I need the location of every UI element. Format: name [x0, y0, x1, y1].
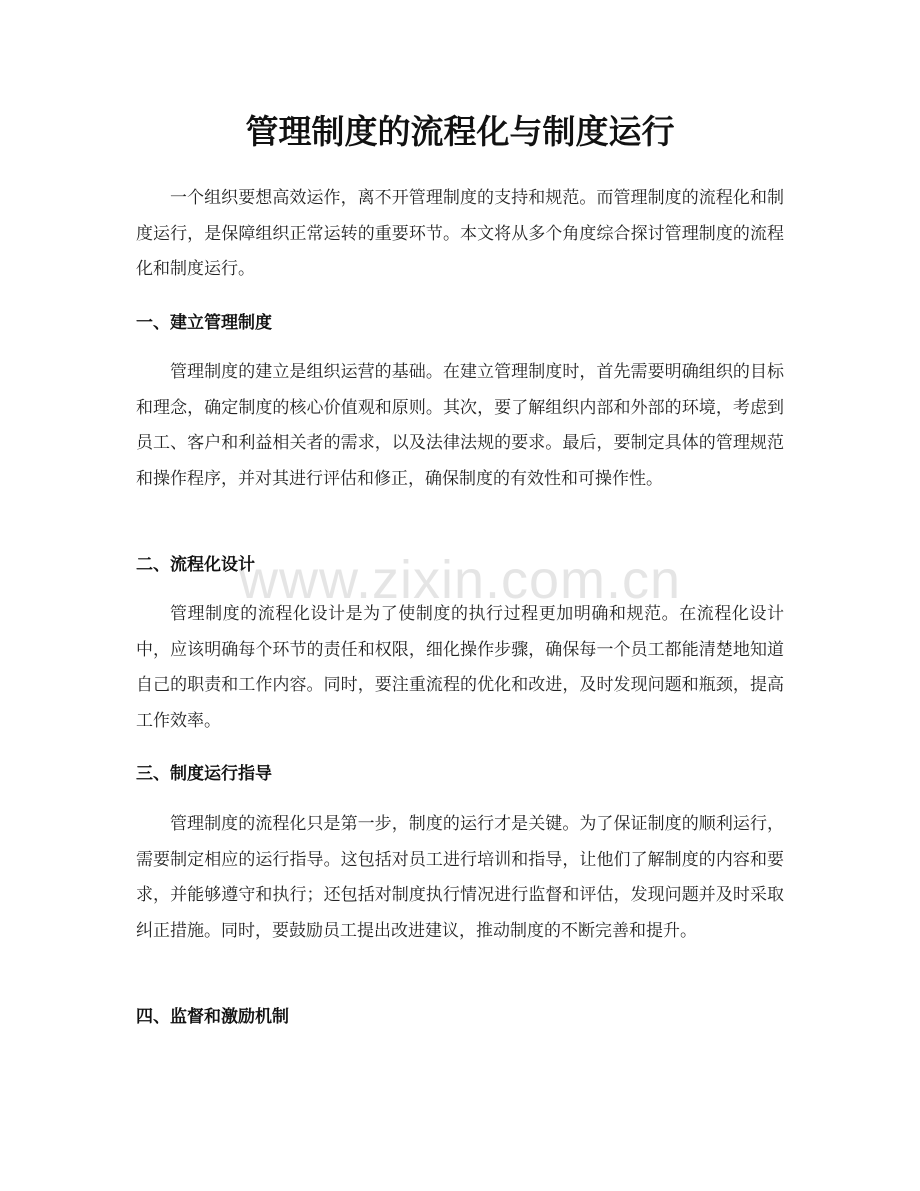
section-heading-1: 一、建立管理制度: [136, 313, 272, 333]
section-body-2: 管理制度的流程化设计是为了使制度的执行过程更加明确和规范。在流程化设计中，应该明确每个环节的责任和权限，细化操作步骤，确保每一个员工都能清楚地知道自己的职责和工作内容。同时，要注重流程的优化和改进，及时发现问题和瓶颈，提高工作效率。: [136, 604, 784, 731]
document-title: 管理制度的流程化与制度运行: [245, 112, 675, 151]
section-body-3: 管理制度的流程化只是第一步，制度的运行才是关键。为了保证制度的顺利运行，需要制定相应的运行指导。这包括对员工进行培训和指导，让他们了解制度的内容和要求，并能够遵守和执行；还包括对制度执行情况进行监督和评估，发现问题并及时采取纠正措施。同时，要鼓励员工提出改进建议，推动制度的不断完善和提升。: [136, 814, 784, 941]
watermark-text: www.zixin.com.cn: [238, 550, 682, 610]
section-heading-3: 三、制度运行指导: [136, 764, 272, 784]
section-body-1: 管理制度的建立是组织运营的基础。在建立管理制度时，首先需要明确组织的目标和理念，确定制度的核心价值观和原则。其次，要了解组织内部和外部的环境，考虑到员工、客户和利益相关者的需求，以及法律法规的要求。最后，要制定具体的管理规范和操作程序，并对其进行评估和修正，确保制度的有效性和可操作性。: [136, 362, 784, 489]
section-heading-2: 二、流程化设计: [136, 555, 255, 575]
intro-paragraph: 一个组织要想高效运作，离不开管理制度的支持和规范。而管理制度的流程化和制度运行，是保障组织正常运转的重要环节。本文将从多个角度综合探讨管理制度的流程化和制度运行。: [136, 188, 784, 279]
section-heading-4: 四、监督和激励机制: [136, 1007, 289, 1027]
